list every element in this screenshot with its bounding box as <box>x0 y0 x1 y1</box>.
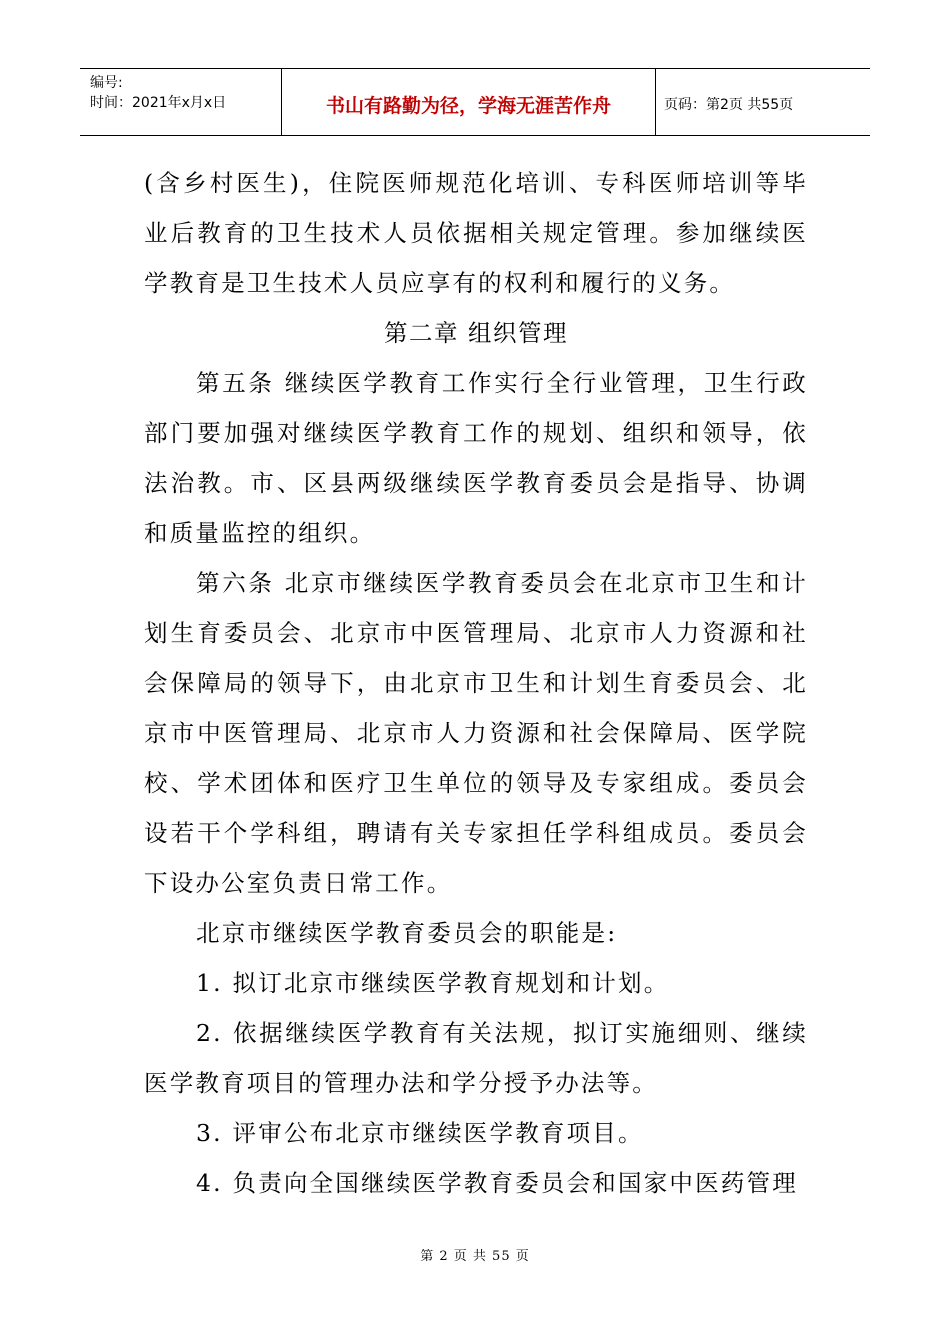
document-body <box>144 158 808 1208</box>
article-5: 第五条 继续医学教育工作实行全行业管理，卫生行政部门要加强对继续医学教育工作的规划、组织和领导，依法治教。市、区县两级继续医学教育委员会是指导、协调和质量监控的组织。 <box>144 369 808 547</box>
function-item-3: 3. 评审公布北京市继续医学教育项目。 <box>196 1119 644 1147</box>
motto-text: 书山有路勤为径，学海无涯苦作舟 <box>325 94 611 117</box>
chapter-title: 第二章 组织管理 <box>384 319 568 347</box>
header-page-info <box>656 69 870 135</box>
footer-page-number: 第 2 页 共 55 页 <box>420 1249 530 1264</box>
page-header <box>80 68 870 136</box>
page-info-text: 页码：第2页 共55页 <box>664 97 794 113</box>
header-motto <box>282 69 656 135</box>
header-meta <box>80 69 282 135</box>
function-item-1: 1. 拟订北京市继续医学教育规划和计划。 <box>196 969 670 997</box>
article-6: 第六条 北京市继续医学教育委员会在北京市卫生和计划生育委员会、北京市中医管理局、北京市人力资源和社会保障局的领导下，由北京市卫生和计划生育委员会、北京市中医管理局、北京市人力资源和社会保障局、医学院校、学术团体和医疗卫生单位的领导及专家组成。委员会设若干个学科组，聘请有关专家担任学科组成员。委员会下设办公室负责日常工作。 <box>144 569 808 897</box>
paragraph-continued: (含乡村医生)，住院医师规范化培训、专科医师培训等毕业后教育的卫生技术人员依据相关规定管理。参加继续医学教育是卫生技术人员应享有的权利和履行的义务。 <box>144 169 808 297</box>
number-label: 编号: <box>90 75 123 91</box>
function-item-2: 2. 依据继续医学教育有关法规，拟订实施细则、继续医学教育项目的管理办法和学分授予办法等。 <box>144 1019 808 1097</box>
function-item-4: 4. 负责向全国继续医学教育委员会和国家中医药管理 <box>196 1169 798 1197</box>
page-footer <box>0 1245 950 1264</box>
functions-intro: 北京市继续医学教育委员会的职能是: <box>196 919 618 947</box>
time-label: 时间：2021年x月x日 <box>90 95 227 111</box>
